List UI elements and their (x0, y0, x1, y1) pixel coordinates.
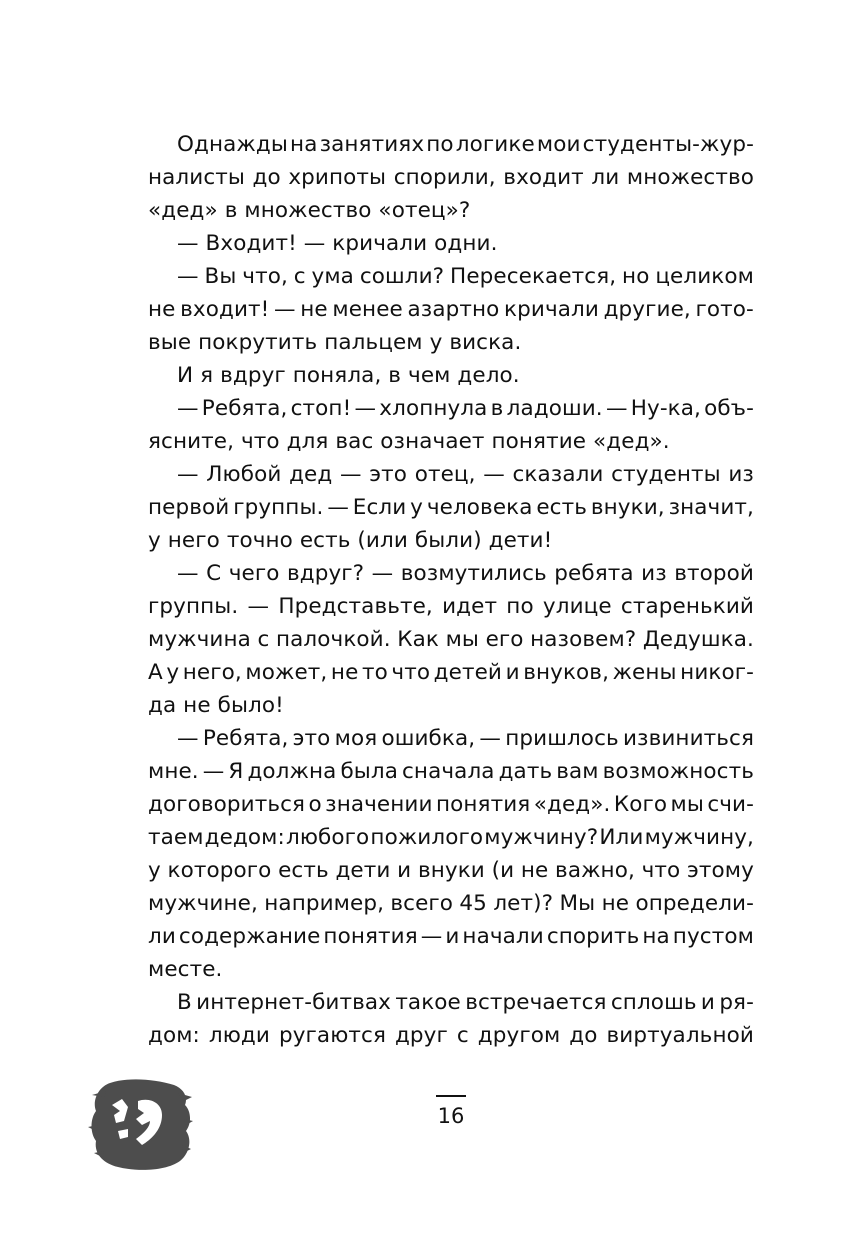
text-line (148, 689, 754, 722)
text-line-content: месте. (148, 957, 223, 982)
text-line-content: вые покрутить пальцем у виска. (148, 330, 522, 355)
text-line: договориться о значении понятия «дед». Кого мы счи- (148, 792, 754, 817)
text-line: налисты до хрипоты спорили, входит ли множество (148, 165, 754, 190)
text-line-content: — Входит! — кричали одни. (177, 231, 498, 256)
text-line: — Любой дед — это отец, — сказали студенты из (177, 462, 754, 487)
text-line (148, 524, 754, 557)
text-line: Однажды на занятиях по логике мои студенты-жур- (177, 132, 754, 157)
text-line: дом: люди ругаются друг с другом до виртуальной (148, 1023, 754, 1048)
text-line (148, 953, 754, 986)
text-line: таем дедом: любого пожилого мужчину? Или мужчину, (148, 825, 754, 850)
text-line: А у него, может, не то что детей и внуков, жены никог- (148, 660, 754, 685)
text-line-content: И я вдруг поняла, в чем дело. (177, 363, 520, 388)
text-line (148, 227, 754, 260)
text-line: — Ребята, стоп! — хлопнула в ладоши. — Ну-ка, объ- (177, 396, 754, 421)
text-line: ли содержание понятия — и начали спорить на пустом (148, 924, 754, 949)
text-line-content: у него точно есть (или были) дети! (148, 528, 553, 553)
text-line: мне. — Я должна была сначала дать вам возможность (148, 759, 754, 784)
text-line: не входит! — не менее азартно кричали другие, гото- (148, 297, 754, 322)
text-line (148, 359, 754, 392)
text-line-content: «дед» в множество «отец»? (148, 198, 471, 223)
text-line: — Ребята, это моя ошибка, — пришлось извиниться (177, 726, 754, 751)
text-line: — Вы что, с ума сошли? Пересекается, но целиком (177, 264, 754, 289)
text-line-content: ясните, что для вас означает понятие «дед». (148, 429, 670, 454)
text-line: у которого есть дети и внуки (и не важно, что этому (148, 858, 754, 883)
text-line: группы. — Представьте, идет по улице старенький (148, 594, 754, 619)
text-line: — С чего вдруг? — возмутились ребята из второй (177, 561, 754, 586)
page-number: 16 (437, 1104, 465, 1128)
body-text (148, 128, 754, 1052)
text-line: мужчина с палочкой. Как мы его назовем? Дедушка. (148, 627, 754, 652)
text-line: В интернет-битвах такое встречается сплошь и ря- (177, 990, 754, 1015)
text-line (148, 326, 754, 359)
text-line (148, 194, 754, 227)
text-line: первой группы. — Если у человека есть внуки, значит, (148, 495, 754, 520)
text-line (148, 425, 754, 458)
footer-rule (436, 1095, 466, 1097)
text-line-content: да не было! (148, 693, 284, 718)
brush-logo-icon (88, 1075, 193, 1173)
text-line: мужчине, например, всего 45 лет)? Мы не определи- (148, 891, 754, 916)
